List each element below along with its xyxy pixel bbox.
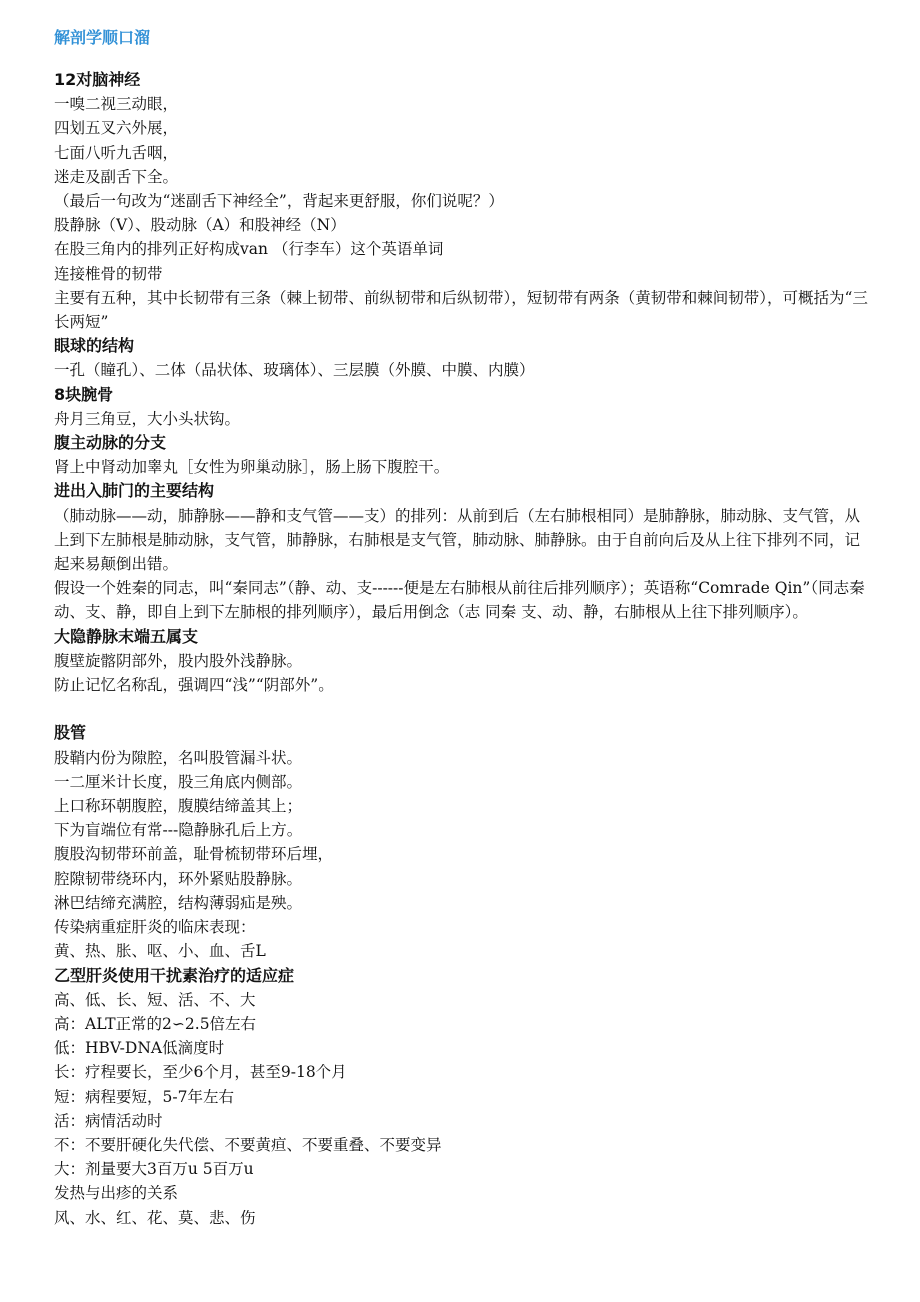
- text-line: 舟月三角豆，大小头状钩。: [54, 409, 241, 428]
- text-paragraph: （肺动脉——动，肺静脉——静和支气管——支）的排列：从前到后（左右肺根相同）是肺静脉，肺动脉、支气管，从上到下左肺根是肺动脉，支气管，肺静脉，右肺根是支气管，肺动脉、肺静脉。由于自前向后及从上往下排列不同，记起来易颠倒出错。: [54, 506, 861, 574]
- text-line: 上口称环朝腹腔，腹膜结缔盖其上；: [54, 797, 303, 816]
- text-line: 大：剂量要大3百万u 5百万u: [54, 1160, 254, 1179]
- text-paragraph: 主要有五种，其中长韧带有三条（棘上韧带、前纵韧带和后纵韧带），短韧带有两条（黄韧带和棘间韧带），可概括为“三长两短”: [54, 288, 868, 332]
- text-line: 在股三角内的排列正好构成van （行李车）这个英语单词: [54, 240, 444, 259]
- text-line: 防止记忆名称乱，强调四“浅”“阴部外”。: [54, 676, 334, 695]
- blank-line: [54, 697, 874, 721]
- section-heading-femoral-canal: 股管: [54, 723, 87, 743]
- text-line: 风、水、红、花、莫、悲、伤: [54, 1208, 256, 1227]
- section-heading-abdominal-aorta: 腹主动脉的分支: [54, 433, 167, 453]
- text-line: 七面八听九舌咽，: [54, 143, 179, 162]
- text-line: 淋巴结缔充满腔，结构薄弱疝是殃。: [54, 893, 303, 912]
- text-line: 股静脉（V）、股动脉（A）和股神经（N）: [54, 216, 346, 235]
- text-line: 发热与出疹的关系: [54, 1184, 179, 1203]
- text-paragraph: 假设一个姓秦的同志，叫“秦同志”（静、动、支------便是左右肺根从前往后排列顺序）；英语称“Comrade Qin”（同志秦 动、支、静，即自上到下左肺根的排列顺序），最后用倒念（志 同秦 支、动、静，右肺根从上往下排列顺序）。: [54, 579, 870, 622]
- text-line: 低：HBV-DNA低滴度时: [54, 1039, 225, 1058]
- section-heading-lung-hilum: 进出入肺门的主要结构: [54, 481, 215, 501]
- text-line: 肾上中肾动加睾丸［女性为卵巢动脉］，肠上肠下腹腔干。: [54, 458, 450, 477]
- text-line: （最后一句改为“迷副舌下神经全”，背起来更舒服，你们说呢？）: [54, 192, 504, 211]
- section-heading-great-saphenous: 大隐静脉末端五属支: [54, 626, 199, 646]
- text-line: 连接椎骨的韧带: [54, 264, 163, 283]
- text-line: 活：病情活动时: [54, 1111, 163, 1130]
- text-line: 高、低、长、短、活、不、大: [54, 990, 256, 1009]
- section-heading-hepatitis-b-interferon: 乙型肝炎使用干扰素治疗的适应症: [54, 965, 295, 985]
- text-line: 股鞘内份为隙腔，名叫股管漏斗状。: [54, 748, 303, 767]
- text-line: 传染病重症肝炎的临床表现：: [54, 918, 256, 937]
- section-heading-eyeball: 眼球的结构: [54, 336, 135, 356]
- text-line: 下为盲端位有常---隐静脉孔后上方。: [54, 821, 303, 840]
- text-line: 短：病程要短，5-7年左右: [54, 1087, 234, 1106]
- text-line: 迷走及副舌下全。: [54, 167, 179, 186]
- text-line: 长：疗程要长，至少6个月，甚至9-18个月: [54, 1063, 347, 1082]
- section-heading-carpal-bones: 8块腕骨: [54, 384, 114, 404]
- document-page: [54, 26, 874, 1230]
- text-line: 一孔（瞳孔）、二体（品状体、玻璃体）、三层膜（外膜、中膜、内膜）: [54, 361, 535, 380]
- section-heading-cranial-nerves: 12对脑神经: [54, 70, 141, 89]
- text-line: 一二厘米计长度，股三角底内侧部。: [54, 772, 303, 791]
- text-line: 高：ALT正常的2∽2.5倍左右: [54, 1014, 257, 1033]
- text-line: 腹壁旋髂阴部外，股内股外浅静脉。: [54, 651, 303, 670]
- text-line: 腹股沟韧带环前盖，耻骨梳韧带环后埋，: [54, 845, 334, 864]
- text-line: 一嗅二视三动眼，: [54, 95, 179, 114]
- text-line: 腔隙韧带绕环内，环外紧贴股静脉。: [54, 869, 303, 888]
- page-title: 解剖学顺口溜: [54, 28, 151, 47]
- text-line: 不：不要肝硬化失代偿、不要黄疸、不要重叠、不要变异: [54, 1135, 442, 1154]
- text-line: 黄、热、胀、呕、小、血、舌L: [54, 942, 266, 961]
- text-line: 四划五叉六外展，: [54, 119, 179, 138]
